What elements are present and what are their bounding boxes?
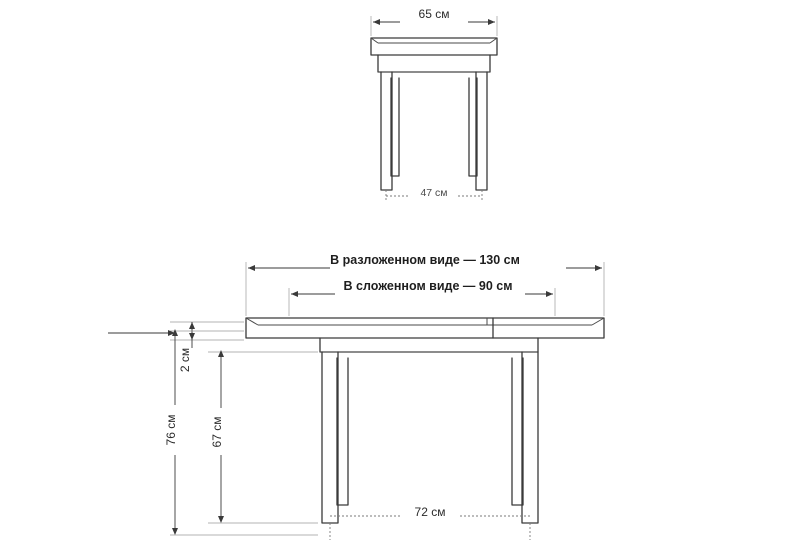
- top-view-foot-label: 47 см: [420, 187, 448, 199]
- folded-width-label: В сложенном виде — 90 см: [343, 279, 513, 293]
- top-view-foot-dimension: [386, 187, 482, 200]
- extended-width-label: В разложенном виде — 130 см: [330, 253, 520, 267]
- top-view-width-dimension: [371, 7, 497, 36]
- top-view-width-label: 65 см: [418, 7, 450, 21]
- leg-height-label: 67 см: [210, 416, 224, 448]
- depth-dimension: [330, 505, 530, 540]
- bottom-view-table-drawing: [246, 318, 604, 523]
- leg-height-dimension: [208, 350, 318, 523]
- total-height-label: 76 см: [164, 414, 178, 446]
- thickness-label: 2 см: [178, 347, 192, 373]
- folded-width-dimension: [289, 279, 555, 316]
- thickness-dimension: [170, 322, 244, 372]
- depth-label: 72 см: [414, 505, 446, 519]
- top-view-table-drawing: [371, 38, 497, 190]
